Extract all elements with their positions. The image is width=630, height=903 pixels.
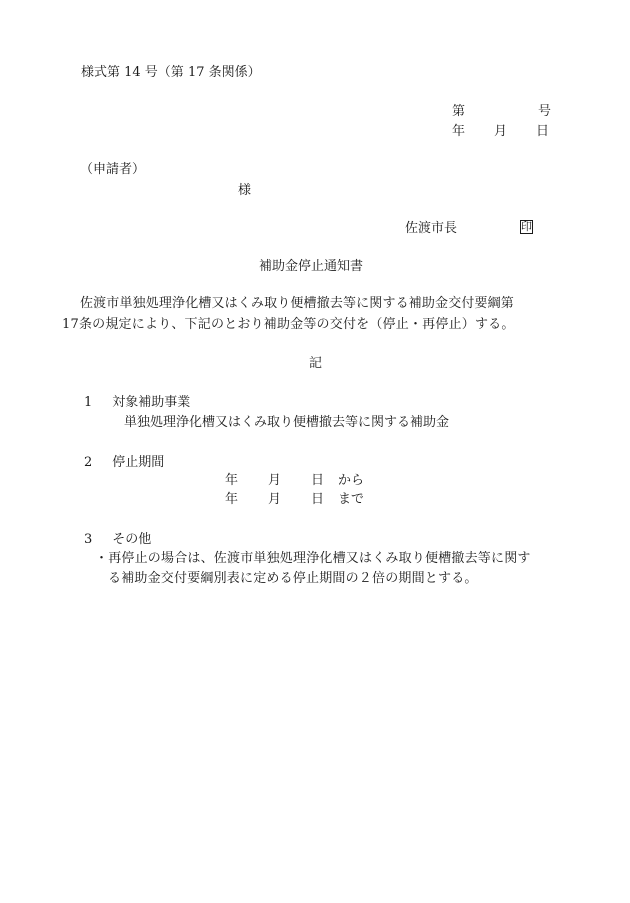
period-to [225,493,364,506]
period-from-word: から [338,473,365,488]
applicant-label: （申請者） [80,162,146,177]
period-to-year: 年 [225,492,239,507]
date-day: 日 [536,124,550,139]
date-month: 月 [494,124,508,139]
period-to-day: 日 [311,492,325,507]
doc-number-suffix: 号 [538,104,552,119]
period-from-month: 月 [268,473,282,488]
item-3-title: その他 [112,532,152,547]
item-2-number: 2 [84,455,93,470]
document-title: 補助金停止通知書 [259,259,364,274]
doc-number-prefix: 第 [452,104,466,119]
item-3-note-line-1: ・再停止の場合は、佐渡市単独処理浄化槽又はくみ取り便槽撤去等に関す [95,551,531,566]
ki-marker: 記 [309,356,323,371]
item-3-number: 3 [84,532,93,547]
issue-date [452,125,549,138]
item-3-note-line-2: る補助金交付要綱別表に定める停止期間の２倍の期間とする。 [108,571,478,586]
seal-stamp: 印 [521,220,532,233]
document-number [452,105,551,118]
honorific: 様 [238,183,252,198]
item-1-number: 1 [84,395,93,410]
period-from [225,474,364,487]
period-from-day: 日 [311,473,325,488]
item-1-title: 対象補助事業 [112,395,191,410]
body-line-2: 17条の規定により、下記のとおり補助金等の交付を（停止・再停止）する。 [62,317,515,332]
item-2-title: 停止期間 [112,455,165,470]
item-3-heading [84,533,151,546]
issuer-name: 佐渡市長 [405,221,458,236]
date-year: 年 [452,124,466,139]
item-1-heading [84,396,190,409]
period-to-word: まで [338,492,365,507]
body-line-1: 佐渡市単独処理浄化槽又はくみ取り便槽撤去等に関する補助金交付要綱第 [80,296,514,311]
item-1-content: 単独処理浄化槽又はくみ取り便槽撤去等に関する補助金 [124,415,450,430]
period-to-month: 月 [268,492,282,507]
item-2-heading [84,456,164,469]
period-from-year: 年 [225,473,239,488]
form-number: 様式第 14 号（第 17 条関係） [81,65,261,80]
